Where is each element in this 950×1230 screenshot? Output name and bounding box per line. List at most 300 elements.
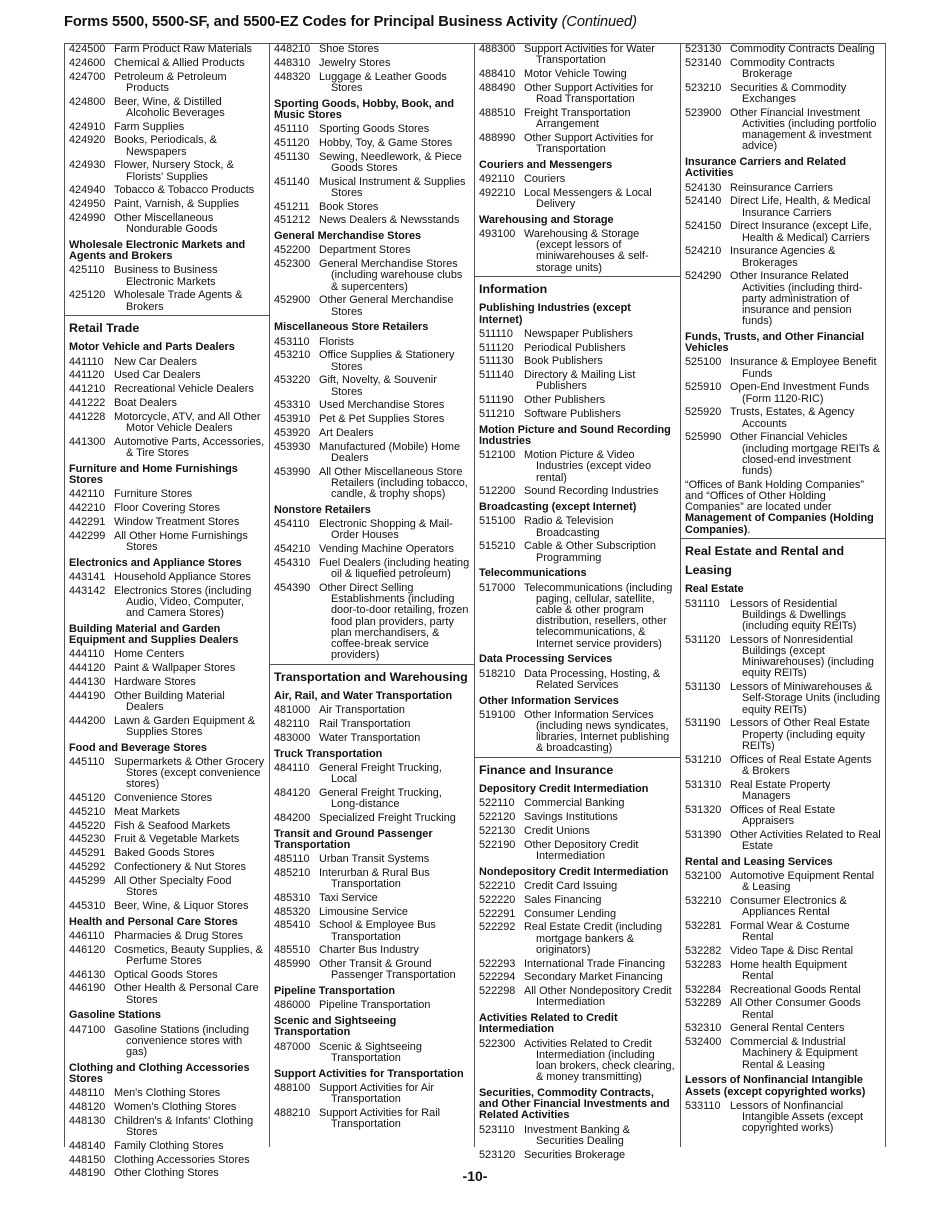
activity-description: Jewelry Stores — [319, 56, 391, 69]
note-text: “Offices of Bank Holding Companies” and “Offices of Other Holding Companies” are located under — [685, 478, 864, 514]
activity-code: 424800 — [69, 95, 106, 108]
activity-description: Chemical & Allied Products — [114, 56, 245, 69]
activity-code: 453930 — [274, 440, 311, 453]
activity-description: Pet & Pet Supplies Stores — [319, 413, 445, 426]
activity-description: Other Clothing Stores — [114, 1167, 219, 1180]
activity-code: 532289 — [685, 997, 722, 1010]
subsector-heading: Air, Rail, and Water Transportation — [274, 690, 453, 702]
activity-description: Luggage & Leather Goods Stores — [319, 70, 447, 94]
subsector-heading: Activities Related to Credit Intermediation — [479, 1012, 618, 1036]
activity-code: 488410 — [479, 68, 516, 80]
code-row — [65, 185, 269, 196]
activity-description: All Other Nondepository Credit Intermediation — [524, 985, 672, 1009]
code-row — [475, 108, 680, 130]
activity-code: 485320 — [274, 905, 311, 918]
code-row — [475, 133, 680, 155]
activity-code: 424700 — [69, 70, 106, 83]
activity-code: 446110 — [69, 929, 105, 942]
activity-code: 424990 — [69, 211, 106, 224]
activity-code: 451110 — [274, 123, 309, 135]
code-row — [475, 229, 680, 274]
activity-description: Securities Brokerage — [524, 1148, 626, 1161]
note-end: . — [747, 523, 751, 536]
code-row — [475, 83, 680, 105]
activity-code: 492210 — [479, 186, 516, 199]
column-2 — [270, 43, 475, 1147]
code-row — [681, 357, 885, 379]
code-row — [475, 486, 680, 497]
activity-code: 511120 — [479, 341, 514, 354]
subsector-heading: Wholesale Electronic Markets and Agents and Brokers — [69, 238, 246, 263]
code-row — [475, 343, 680, 354]
sector-heading: Retail Trade — [65, 315, 269, 340]
code-row — [681, 718, 885, 752]
activity-description: Secondary Market Financing — [524, 971, 663, 984]
activity-code: 522120 — [479, 811, 516, 824]
activity-code: 532210 — [685, 894, 722, 907]
subsector-heading: Electronics and Appliance Stores — [69, 556, 242, 569]
code-row — [65, 437, 269, 459]
activity-description: Office Supplies & Stationery Stores — [319, 349, 455, 373]
activity-description: Software Publishers — [524, 408, 621, 420]
activity-code: 453910 — [274, 413, 311, 426]
code-row — [475, 812, 680, 823]
code-row — [270, 442, 474, 464]
activity-code: 511110 — [479, 327, 513, 340]
activity-description: Radio & Television Broadcasting — [524, 515, 614, 539]
activity-description: Open-End Investment Funds (Form 1120-RIC) — [730, 381, 870, 405]
activity-code: 531190 — [685, 717, 721, 730]
activity-code: 487000 — [274, 1040, 311, 1053]
activity-description: Freight Transportation Arrangement — [524, 106, 631, 130]
activity-description: Consumer Electronics & Appliances Rental — [730, 894, 847, 919]
code-row — [475, 395, 680, 406]
activity-description: Business to Business Electronic Markets — [114, 264, 218, 288]
sector-heading: Information — [475, 276, 680, 301]
activity-description: Flower, Nursery Stock, & Florists' Supplies — [114, 159, 234, 183]
activity-code: 524210 — [685, 245, 722, 258]
activity-description: Other Financial Investment Activities (including portfolio management & investment advice) — [730, 106, 877, 153]
activity-description: Floor Covering Stores — [114, 501, 220, 514]
code-row — [65, 945, 269, 967]
activity-description: Urban Transit Systems — [319, 853, 430, 865]
activity-description: Fruit & Vegetable Markets — [114, 833, 240, 846]
activity-description: Farm Supplies — [114, 120, 185, 133]
activity-code: 531310 — [685, 778, 722, 791]
activity-code: 448110 — [69, 1087, 105, 1100]
code-row — [475, 329, 680, 340]
activity-description: Children's & Infants' Clothing Stores — [114, 1114, 254, 1138]
code-row — [65, 586, 269, 620]
activity-code: 441120 — [69, 369, 105, 382]
code-row — [65, 1141, 269, 1152]
activity-description: Baked Goods Stores — [114, 847, 215, 860]
activity-code: 482110 — [274, 718, 310, 730]
activity-code: 524150 — [685, 220, 722, 233]
code-row — [270, 945, 474, 956]
activity-description: General Freight Trucking, Local — [319, 761, 442, 785]
code-row — [270, 245, 474, 256]
activity-description: Offices of Real Estate Appraisers — [730, 803, 836, 827]
activity-code: 444120 — [69, 661, 106, 674]
activity-code: 481000 — [274, 704, 311, 717]
code-row — [681, 183, 885, 194]
activity-code: 485510 — [274, 944, 311, 957]
code-row — [65, 807, 269, 818]
subsector-heading: Miscellaneous Store Retailers — [274, 321, 429, 334]
activity-description: Direct Life, Health, & Medical Insurance Carriers — [730, 195, 871, 219]
code-row — [475, 826, 680, 837]
activity-description: Lessors of Residential Buildings & Dwellings (including equity REITs) — [730, 597, 857, 633]
subsector-heading: Funds, Trusts, and Other Financial Vehicles — [685, 331, 865, 355]
activity-code: 492110 — [479, 173, 515, 185]
code-row — [270, 400, 474, 411]
activity-code: 446190 — [69, 982, 106, 995]
code-row — [681, 960, 885, 982]
code-row — [65, 1025, 269, 1059]
subsector-heading: Sporting Goods, Hobby, Book, and Music Stores — [274, 97, 455, 121]
activity-description: Other Miscellaneous Nondurable Goods — [114, 211, 218, 236]
code-row — [681, 196, 885, 218]
activity-code: 523140 — [685, 56, 722, 69]
activity-code: 488490 — [479, 81, 516, 94]
code-row — [65, 517, 269, 528]
activity-code: 522110 — [479, 797, 515, 810]
activity-code: 523120 — [479, 1148, 516, 1161]
code-row — [65, 901, 269, 912]
activity-description: Used Merchandise Stores — [319, 399, 445, 412]
code-row — [65, 72, 269, 94]
code-row — [270, 813, 474, 824]
activity-description: Other Building Material Dealers — [114, 689, 225, 713]
code-row — [65, 370, 269, 381]
activity-code: 525100 — [685, 356, 722, 369]
activity-description: Vending Machine Operators — [319, 543, 455, 556]
activity-description: Men's Clothing Stores — [114, 1087, 221, 1100]
activity-description: Air Transportation — [319, 704, 405, 717]
subsector-heading: Warehousing and Storage — [479, 213, 614, 226]
activity-description: Other Publishers — [524, 394, 606, 407]
code-row — [681, 998, 885, 1020]
code-row — [270, 295, 474, 317]
activity-code: 453210 — [274, 349, 311, 362]
code-row — [681, 635, 885, 680]
code-row — [65, 44, 269, 55]
code-row — [65, 1116, 269, 1138]
subsector-heading: Clothing and Clothing Accessories Stores — [69, 1061, 250, 1085]
activity-description: Lessors of Nonfinancial Intangible Assets (except copyrighted works) — [730, 1099, 864, 1135]
activity-description: Other Transit & Ground Passenger Transportation — [319, 958, 456, 982]
activity-description: Optical Goods Stores — [114, 968, 218, 981]
activity-code: 518210 — [479, 667, 516, 680]
activity-description: Sporting Goods Stores — [319, 123, 430, 135]
column-3 — [475, 43, 681, 1161]
activity-description: Support Activities for Rail Transportation — [319, 1106, 441, 1130]
activity-code: 485410 — [274, 919, 311, 932]
activity-description: Manufactured (Mobile) Home Dealers — [319, 440, 461, 464]
activity-description: Lessors of Nonresidential Buildings (except Miniwarehouses) (including equity REITs) — [730, 633, 874, 680]
activity-code: 522210 — [479, 880, 516, 893]
subsector-heading: Gasoline Stations — [69, 1009, 161, 1022]
code-row — [270, 177, 474, 199]
activity-code: 444200 — [69, 714, 106, 727]
code-row — [65, 384, 269, 395]
subsector-heading: Pipeline Transportation — [274, 985, 396, 998]
code-row — [681, 1023, 885, 1034]
activity-description: Sales Financing — [524, 893, 602, 906]
code-row — [65, 58, 269, 69]
subsector-heading: Securities, Commodity Contracts, and Other Financial Investments and Related Activities — [479, 1087, 670, 1122]
activity-code: 484110 — [274, 761, 310, 774]
activity-code: 523130 — [685, 43, 722, 55]
activity-description: Florists — [319, 335, 355, 348]
activity-code: 445120 — [69, 791, 106, 804]
activity-description: Other Information Services (including news syndicates, libraries, Internet publishing & broadcasting) — [524, 708, 670, 755]
code-row — [270, 152, 474, 174]
code-row — [681, 432, 885, 477]
activity-code: 522300 — [479, 1037, 516, 1050]
activity-code: 485990 — [274, 958, 311, 971]
activity-code: 524140 — [685, 195, 722, 208]
activity-code: 453220 — [274, 374, 311, 387]
activity-code: 424950 — [69, 198, 106, 211]
code-row — [475, 516, 680, 538]
activity-description: Other Health & Personal Care Stores — [114, 982, 259, 1006]
activity-code: 445210 — [69, 805, 106, 818]
code-row — [65, 691, 269, 713]
activity-code: 532310 — [685, 1022, 722, 1035]
code-row — [65, 213, 269, 235]
code-row — [270, 72, 474, 94]
activity-code: 525920 — [685, 406, 722, 419]
activity-description: Activities Related to Credit Intermediation (including loan brokers, check clearing, & money transmitting) — [524, 1037, 675, 1084]
activity-code: 444190 — [69, 689, 106, 702]
activity-description: Other Support Activities for Transportation — [524, 131, 654, 155]
code-row — [681, 780, 885, 802]
code-row — [270, 350, 474, 372]
activity-description: Beer, Wine, & Distilled Alcoholic Beverages — [114, 95, 225, 119]
page-title — [64, 14, 637, 30]
activity-description: General Freight Trucking, Long-distance — [319, 786, 442, 810]
code-row — [681, 682, 885, 716]
code-row — [65, 1155, 269, 1166]
activity-description: Confectionery & Nut Stores — [114, 860, 246, 873]
activity-code: 424930 — [69, 159, 106, 172]
activity-description: Sewing, Needlework, & Piece Goods Stores — [319, 150, 462, 174]
activity-code: 488510 — [479, 106, 516, 119]
activity-code: 451120 — [274, 136, 310, 149]
code-row — [65, 97, 269, 119]
activity-description: Newspaper Publishers — [524, 327, 633, 340]
activity-code: 525990 — [685, 431, 722, 444]
activity-description: Paint, Varnish, & Supplies — [114, 198, 240, 211]
code-row — [681, 407, 885, 429]
activity-code: 522190 — [479, 838, 516, 851]
code-row — [65, 663, 269, 674]
code-row — [65, 848, 269, 859]
code-row — [65, 489, 269, 500]
activity-description: Couriers — [524, 173, 566, 185]
activity-description: Books, Periodicals, & Newspapers — [114, 134, 217, 158]
activity-description: Electronics Stores (including Audio, Video, Computer, and Camera Stores) — [114, 584, 252, 619]
code-row — [681, 921, 885, 943]
subsector-heading: Rental and Leasing Services — [685, 855, 833, 868]
code-row — [65, 876, 269, 898]
activity-code: 512200 — [479, 485, 516, 498]
activity-description: Video Tape & Disc Rental — [730, 944, 854, 957]
activity-code: 522294 — [479, 971, 516, 984]
code-row — [65, 983, 269, 1005]
subsector-heading: Insurance Carriers and Related Activities — [685, 156, 847, 180]
activity-code: 445292 — [69, 860, 106, 873]
column-4 — [681, 43, 886, 1147]
activity-description: Pipeline Transportation — [319, 999, 431, 1012]
subsector-heading: Motion Picture and Sound Recording Industries — [479, 423, 671, 447]
activity-description: Fish & Seafood Markets — [114, 819, 231, 832]
code-row — [270, 733, 474, 744]
code-row — [65, 412, 269, 434]
code-row — [270, 467, 474, 501]
code-row — [270, 124, 474, 135]
activity-description: Furniture Stores — [114, 488, 193, 501]
code-row — [270, 893, 474, 904]
code-row — [65, 649, 269, 660]
subsector-heading: Food and Beverage Stores — [69, 741, 207, 754]
code-row — [65, 970, 269, 981]
sector-heading: Real Estate and Rental and Leasing — [681, 538, 885, 582]
subsector-heading: Broadcasting (except Internet) — [479, 501, 637, 514]
code-row — [65, 398, 269, 409]
code-row — [65, 716, 269, 738]
activity-code: 453920 — [274, 426, 311, 439]
activity-code: 522291 — [479, 907, 516, 920]
activity-description: Savings Institutions — [524, 811, 618, 824]
code-row — [65, 503, 269, 514]
activity-description: Commercial & Industrial Machinery & Equipment Rental & Leasing — [730, 1036, 858, 1071]
activity-code: 445291 — [69, 847, 106, 860]
code-row — [681, 44, 885, 55]
code-row — [65, 572, 269, 583]
activity-description: Periodical Publishers — [524, 341, 626, 354]
code-row — [475, 1150, 680, 1161]
code-row — [270, 719, 474, 730]
activity-description: Insurance & Employee Benefit Funds — [730, 356, 877, 380]
code-row — [681, 830, 885, 852]
activity-description: Musical Instrument & Supplies Stores — [319, 175, 466, 199]
activity-description: Securities & Commodity Exchanges — [730, 81, 847, 105]
activity-code: 453110 — [274, 335, 310, 348]
activity-description: Motion Picture & Video Industries (except video rental) — [524, 449, 652, 484]
activity-description: Gasoline Stations (including convenience stores with gas) — [114, 1023, 250, 1058]
code-row — [270, 337, 474, 348]
activity-code: 452300 — [274, 258, 311, 271]
activity-description: Cosmetics, Beauty Supplies, & Perfume Stores — [114, 943, 263, 967]
activity-code: 443141 — [69, 570, 106, 583]
holding-companies-note — [681, 480, 885, 536]
code-row — [475, 840, 680, 862]
code-row — [681, 108, 885, 153]
code-row — [681, 871, 885, 893]
activity-code: 488210 — [274, 1106, 311, 1119]
activity-description: Water Transportation — [319, 731, 421, 744]
activity-code: 445299 — [69, 874, 106, 887]
code-columns — [64, 43, 886, 1180]
activity-code: 488300 — [479, 43, 516, 55]
activity-description: Support Activities for Water Transportation — [524, 43, 655, 67]
subsector-heading: Nonstore Retailers — [274, 503, 371, 516]
code-row — [681, 805, 885, 827]
activity-code: 454390 — [274, 581, 311, 594]
activity-code: 442210 — [69, 501, 106, 514]
activity-description: Clothing Accessories Stores — [114, 1153, 250, 1166]
activity-code: 525910 — [685, 381, 722, 394]
activity-description: Fuel Dealers (including heating oil & liquefied petroleum) — [319, 556, 470, 581]
activity-description: Sound Recording Industries — [524, 485, 659, 498]
code-row — [270, 44, 474, 55]
activity-code: 512100 — [479, 449, 516, 462]
activity-description: Meat Markets — [114, 805, 180, 818]
activity-code: 451130 — [274, 150, 310, 163]
activity-code: 446120 — [69, 943, 106, 956]
activity-description: Local Messengers & Local Delivery — [524, 186, 652, 210]
activity-description: School & Employee Bus Transportation — [319, 919, 436, 943]
activity-code: 445110 — [69, 755, 105, 768]
code-row — [270, 920, 474, 942]
code-row — [475, 895, 680, 906]
code-row — [681, 896, 885, 918]
code-row — [681, 382, 885, 404]
activity-code: 522298 — [479, 985, 516, 998]
code-row — [475, 370, 680, 392]
activity-code: 511140 — [479, 369, 514, 382]
activity-description: Motor Vehicle Towing — [524, 68, 627, 80]
activity-description: Other Depository Credit Intermediation — [524, 838, 639, 863]
activity-description: All Other Consumer Goods Rental — [730, 997, 861, 1021]
activity-code: 452200 — [274, 244, 311, 257]
activity-code: 448190 — [69, 1167, 106, 1180]
activity-code: 517000 — [479, 581, 516, 594]
code-row — [475, 1125, 680, 1147]
activity-description: Real Estate Credit (including mortgage bankers & originators) — [524, 921, 663, 956]
activity-description: Rail Transportation — [319, 718, 411, 730]
activity-description: Warehousing & Storage (except lessors of miniwarehouses & self-storage units) — [524, 228, 649, 274]
activity-description: Directory & Mailing List Publishers — [524, 369, 636, 393]
code-row — [681, 246, 885, 268]
activity-code: 532284 — [685, 983, 722, 996]
activity-code: 485210 — [274, 866, 311, 879]
activity-code: 424600 — [69, 56, 106, 69]
sector-heading: Transportation and Warehousing — [270, 664, 474, 689]
note-bold-reference: Management of Companies (Holding Companies) — [685, 512, 874, 536]
activity-code: 441228 — [69, 410, 106, 423]
code-row — [475, 959, 680, 970]
activity-description: Gift, Novelty, & Souvenir Stores — [319, 374, 437, 398]
activity-description: Cable & Other Subscription Programming — [524, 540, 656, 564]
activity-description: Household Appliance Stores — [114, 570, 251, 583]
activity-description: Used Car Dealers — [114, 369, 201, 382]
activity-description: Taxi Service — [319, 891, 378, 904]
code-row — [270, 854, 474, 865]
code-row — [270, 907, 474, 918]
subsector-heading: Furniture and Home Furnishings Stores — [69, 462, 238, 486]
activity-code: 531390 — [685, 828, 722, 841]
activity-description: Automotive Parts, Accessories, & Tire Stores — [114, 435, 265, 459]
code-row — [681, 755, 885, 777]
activity-code: 511130 — [479, 355, 514, 368]
subsector-heading: Truck Transportation — [274, 747, 383, 760]
activity-code: 533110 — [685, 1099, 721, 1112]
subsector-heading: Telecommunications — [479, 567, 587, 580]
